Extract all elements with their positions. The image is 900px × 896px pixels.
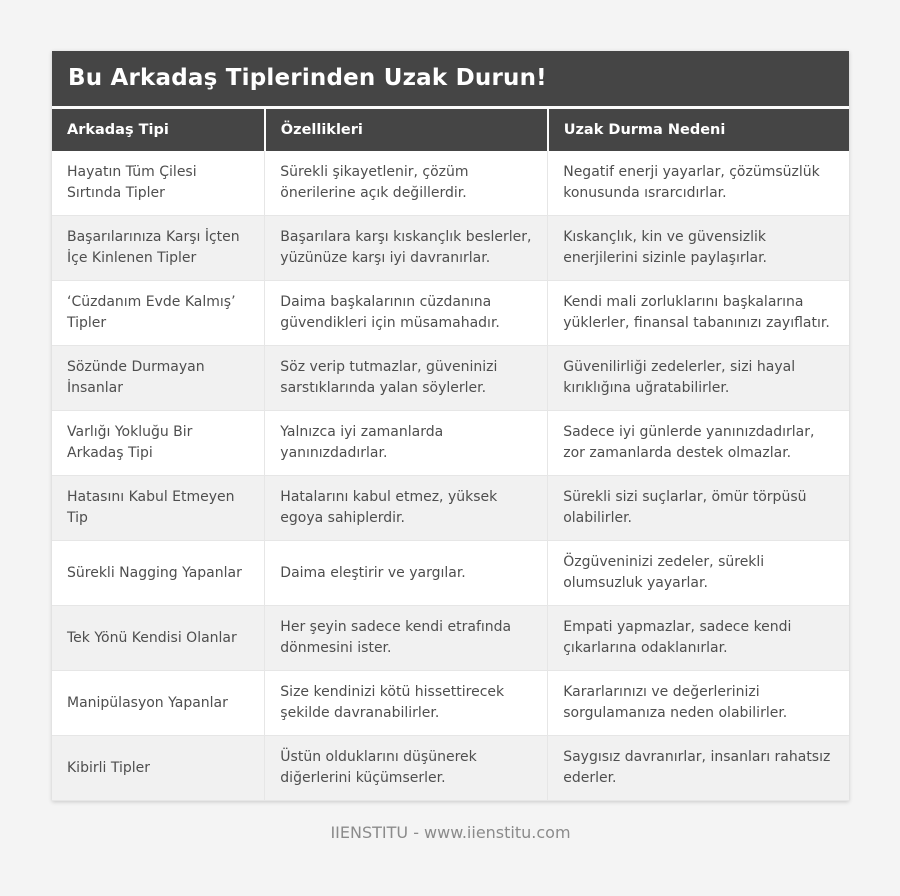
column-header-features: Özellikleri	[265, 109, 548, 151]
table-row	[52, 151, 849, 216]
cell-features: Üstün olduklarını düşünerek diğerlerini küçümserler.	[265, 736, 548, 801]
table-row	[52, 606, 849, 671]
cell-reason: Kendi mali zorluklarını başkalarına yüklerler, finansal tabanınızı zayıflatır.	[548, 281, 849, 346]
cell-friend-type: Hayatın Tüm Çilesi Sırtında Tipler	[52, 151, 265, 216]
cell-reason: Özgüveninizi zedeler, sürekli olumsuzluk yayarlar.	[548, 541, 849, 606]
cell-reason: Negatif enerji yayarlar, çözümsüzlük konusunda ısrarcıdırlar.	[548, 151, 849, 216]
cell-friend-type: ‘Cüzdanım Evde Kalmış’ Tipler	[52, 281, 265, 346]
cell-reason: Sadece iyi günlerde yanınızdadırlar, zor zamanlarda destek olmazlar.	[548, 411, 849, 476]
friend-types-card	[52, 51, 849, 801]
cell-friend-type: Kibirli Tipler	[52, 736, 265, 801]
cell-friend-type: Başarılarınıza Karşı İçten İçe Kinlenen Tipler	[52, 216, 265, 281]
table-row	[52, 281, 849, 346]
cell-friend-type: Sözünde Durmayan İnsanlar	[52, 346, 265, 411]
cell-reason: Kararlarınızı ve değerlerinizi sorgulamanıza neden olabilirler.	[548, 671, 849, 736]
cell-reason: Empati yapmazlar, sadece kendi çıkarlarına odaklanırlar.	[548, 606, 849, 671]
cell-features: Sürekli şikayetlenir, çözüm önerilerine açık değillerdir.	[265, 151, 548, 216]
table-row	[52, 346, 849, 411]
table-row	[52, 736, 849, 801]
table-header-row	[52, 109, 849, 151]
cell-features: Hatalarını kabul etmez, yüksek egoya sahiplerdir.	[265, 476, 548, 541]
cell-friend-type: Manipülasyon Yapanlar	[52, 671, 265, 736]
cell-features: Size kendinizi kötü hissettirecek şekilde davranabilirler.	[265, 671, 548, 736]
cell-reason: Sürekli sizi suçlarlar, ömür törpüsü olabilirler.	[548, 476, 849, 541]
table-row	[52, 216, 849, 281]
page-title: Bu Arkadaş Tiplerinden Uzak Durun!	[52, 51, 849, 109]
cell-features: Her şeyin sadece kendi etrafında dönmesini ister.	[265, 606, 548, 671]
cell-features: Daima eleştirir ve yargılar.	[265, 541, 548, 606]
table-row	[52, 541, 849, 606]
footer-credit: IIENSTITU - www.iienstitu.com	[330, 823, 571, 842]
table-row	[52, 671, 849, 736]
cell-friend-type: Tek Yönü Kendisi Olanlar	[52, 606, 265, 671]
table-row	[52, 411, 849, 476]
cell-features: Söz verip tutmazlar, güveninizi sarstıklarında yalan söylerler.	[265, 346, 548, 411]
friend-types-table	[52, 109, 849, 801]
cell-reason: Kıskançlık, kin ve güvensizlik enerjilerini sizinle paylaşırlar.	[548, 216, 849, 281]
cell-features: Daima başkalarının cüzdanına güvendikleri için müsamahadır.	[265, 281, 548, 346]
cell-features: Yalnızca iyi zamanlarda yanınızdadırlar.	[265, 411, 548, 476]
column-header-reason: Uzak Durma Nedeni	[548, 109, 849, 151]
cell-friend-type: Varlığı Yokluğu Bir Arkadaş Tipi	[52, 411, 265, 476]
column-header-friend-type: Arkadaş Tipi	[52, 109, 265, 151]
cell-friend-type: Hatasını Kabul Etmeyen Tip	[52, 476, 265, 541]
cell-features: Başarılara karşı kıskançlık beslerler, yüzünüze karşı iyi davranırlar.	[265, 216, 548, 281]
cell-friend-type: Sürekli Nagging Yapanlar	[52, 541, 265, 606]
table-row	[52, 476, 849, 541]
cell-reason: Saygısız davranırlar, insanları rahatsız ederler.	[548, 736, 849, 801]
cell-reason: Güvenilirliği zedelerler, sizi hayal kırıklığına uğratabilirler.	[548, 346, 849, 411]
